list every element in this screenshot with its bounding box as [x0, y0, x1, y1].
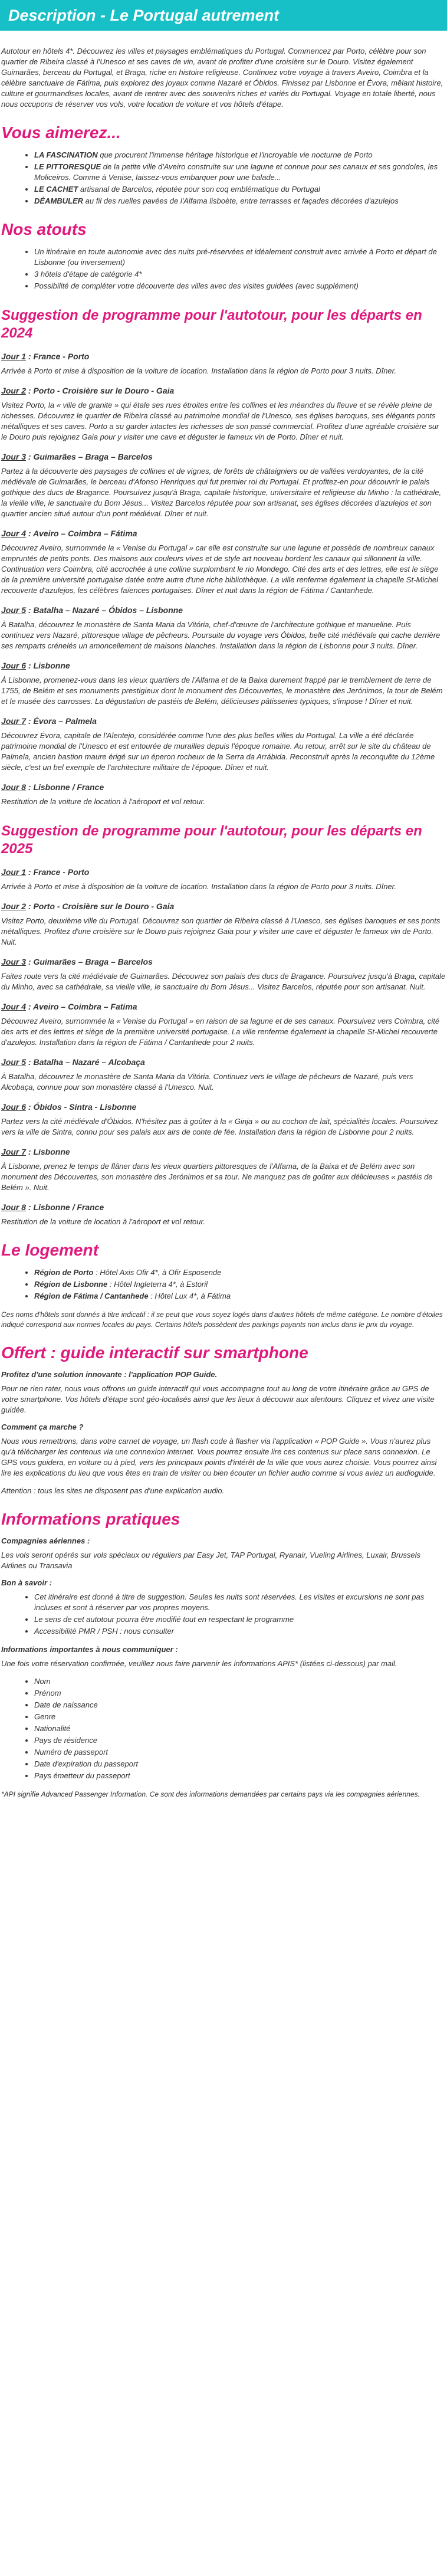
aimerez-item-bold: LE CACHET	[34, 185, 78, 194]
day-description: Visitez Porto, deuxième ville du Portugal. Découvrez son quartier de Ribeira classé à l'Unesco, ses églises baroques et ses ponts métalliques. Profitez d'une croisière sur le Douro puis rejoignez Gaia pour y visiter une cave et déguster le fameux vin de Porto. Nuit.	[1, 916, 441, 946]
day-route: : Guimarães – Braga – Barcelos	[26, 957, 153, 966]
aimerez-item	[34, 162, 446, 183]
day-title	[1, 1147, 446, 1156]
savoir-item: • Accessibilité PMR / PSH : nous consulter	[34, 1626, 446, 1637]
day-number: Jour 4	[1, 1002, 27, 1011]
atouts-item: • Possibilité de compléter votre découverte des villes avec des visites guidées (avec supplément)	[34, 281, 446, 291]
day-description: Découvrez Aveiro, surnommée la « Venise du Portugal » car elle est construite sur une lagune et possède de nombreux canaux empruntés de petits ponts. Des maisons aux couleurs vives et de style art nouveau bordent les canaux qui sillonnent la ville. Continuation vers Coimbra, cité accrochée à une colline surplombant le rio Mondego. Cité des arts et des lettres, elle est le siège de la première université portugaise datée entre autre d'une riche bibliothèque. La ville renferme également la chapelle St-Michel recouverte d'azulejos, les célèbres faïences portugaises. Dîner et nuit dans la région de Fátima / Cantanhede.	[1, 543, 439, 595]
day-description: Découvrez Aveiro, surnommée la « Venise du Portugal » en raison de sa lagune et de ses canaux. Poursuivez vers Coimbra, cité des arts et des lettres et siège de la première université portugaise. La ville renferme également la chapelle St-Michel recouverte d'azulejos. Installation dans la région de Fátima / Cantanhede pour 2 nuits.	[1, 1017, 440, 1047]
savoir-item: • Le sens de cet autotour pourra être modifié tout en respectant le programme	[34, 1614, 446, 1625]
apis-item: • Numéro de passeport	[34, 1747, 446, 1758]
atouts-item: • 3 hôtels d'étape de catégorie 4*	[34, 269, 446, 280]
logement-list	[1, 1267, 446, 1302]
day-title	[1, 957, 446, 966]
day-description: Partez à la découverte des paysages de collines et de vignes, de forêts de châtaigniers ou de vallées verdoyantes, de la cité médiévale de Guimarães, le berceau d'Afonso Henriques qui fut premier roi du Portugal. Et profitez-en pour découvrir le palais gothique des ducs de Bragance. Poursuivez jusqu'à Braga, capitale historique, universitaire et religieuse du Minho : la cathédrale, la vieille ville, le sanctuaire du Bom Jésus... Visitez Barcelos réputée pour son artisanat, ses églises décorées d'azulejos et son quartier ancien situé autour d'un pont médiéval. Dîner et nuit.	[1, 467, 442, 518]
day-description: Découvrez Évora, capitale de l'Alentejo, considérée comme l'une des plus belles villes du Portugal. La ville a été déclarée patrimoine mondial de l'Unesco et est entourée de murailles depuis l'époque romaine. Au retour, arrêt sur le site du château de Palmela, ancien bastion maure érigé sur un éperon rocheux de la Serra da Arrábida. Reconstruit après la reconquête du 12ème siècle, c'est un bel exemple de l'architecture militaire de l'époque. Dîner et nuit.	[1, 731, 435, 772]
day-title	[1, 1102, 446, 1112]
app-question: Comment ça marche ?	[1, 1423, 84, 1431]
aimerez-item	[34, 184, 446, 195]
apis-item: • Genre	[34, 1712, 446, 1722]
day-route: : Aveiro – Coimbra – Fatima	[26, 1002, 137, 1011]
day-description: Visitez Porto, la « ville de granite » qui étale ses rues étroites entre les collines et les méandres du fleuve et se révèle pleine de richesses. Découvrez le quartier de Ribeira classé au patrimoine mondial de l'Unesco, ses églises baroques, ses élégants ponts métalliques et ses caves. Porto a su garder intactes les richesses de son passé commercial. Profitez d'une agréable croisière sur le Douro puis rejoignez Gaia pour y visiter une cave et déguster le fameux vin de Porto. Dîner et nuit.	[1, 401, 439, 441]
aimerez-item-text: de la petite ville d'Aveiro construite sur une lagune et connue pour ses canaux et ses gondoles, les Moliceiros. Comme à Venise, laissez-vous embarquer pour une balade...	[34, 162, 438, 182]
aimerez-item	[34, 150, 446, 160]
day-route: : France - Porto	[26, 352, 90, 361]
day-title	[1, 1057, 446, 1067]
hotel-region: Région de Porto	[34, 1268, 94, 1277]
day-number: Jour 5	[1, 1057, 27, 1067]
day-number: Jour 8	[1, 1202, 27, 1212]
day-number: Jour 8	[1, 782, 27, 792]
aimerez-list	[1, 150, 446, 207]
app-heading: Offert : guide interactif sur smartphone	[1, 1343, 308, 1362]
day-description: À Batalha, découvrez le monastère de Santa Maria da Vitória, chef-d'œuvre de l'architecture gothique et manueline. Puis continuez vers Nazaré, pittoresque village de pêcheurs. Poursuite du voyage vers Óbidos, belle cité médiévale qui cache derrière ses remparts crénelés un amoncellement de maisons blanches. Installation dans la région de Lisbonne pour 3 nuits. Dîner.	[1, 620, 441, 650]
communiquer-text: Une fois votre réservation confirmée, veuillez nous faire parvenir les informations APIS* (listées ci-dessous) par mail.	[1, 1659, 397, 1668]
infos-heading: Informations pratiques	[1, 1510, 180, 1528]
app-subtitle: Profitez d'une solution innovante : l'application POP Guide.	[1, 1370, 218, 1379]
hotel-item	[34, 1291, 446, 1302]
day-title	[1, 605, 446, 615]
intro-paragraph: Autotour en hôtels 4*. Découvrez les villes et paysages emblématiques du Portugal. Commencez par Porto, célèbre pour son quartier de Ribeira classé à l'Unesco et ses caves de vin, avant de profiter d'une croisière sur le Douro. Visitez également Guimarães, berceau du Portugal, et Braga, riche en histoire religieuse. Continuez votre voyage à travers Aveiro, Coimbra et la célèbre sanctuaire de Fátima, puis explorez des joyaux comme Nazaré et Óbidos. Finissez par Lisbonne et Évora, mêlant histoire, culture et gourmandises locales, avant de rentrer avec des souvenirs riches et variés du Portugal. Voyage en totale liberté, nous nous occupons de réserver vos vols, votre location de voiture et vos hôtels d'étape.	[1, 47, 443, 109]
apis-item: • Pays émetteur du passeport	[34, 1771, 446, 1781]
day-number: Jour 1	[1, 867, 27, 877]
day-title	[1, 782, 446, 792]
day-route: : Óbidos - Sintra - Lisbonne	[26, 1102, 137, 1112]
program-2025-heading: Suggestion de programme pour l'autotour, pour les départs en 2025	[1, 823, 422, 857]
day-title	[1, 867, 446, 877]
day-number: Jour 7	[1, 1147, 27, 1156]
program-2024-heading: Suggestion de programme pour l'autotour, pour les départs en 2024	[1, 307, 422, 341]
day-description: À Lisbonne, promenez-vous dans les vieux quartiers de l'Alfama et de la Baixa durement frappé par le tremblement de terre de 1755, de Belém et ses monuments prestigieux dont le monument des Découvertes, le monastère des Jerónimos, la tour de Belém et le musée des carrosses. La dégustation de pastéis de Belém, délicieuses pâtisseries typiques, s'impose ! Dîner et nuit.	[1, 676, 443, 706]
logement-heading: Le logement	[1, 1241, 98, 1259]
communiquer-label: Informations importantes à nous communiquer :	[1, 1645, 178, 1654]
hotel-name: : Hôtel Ingleterra 4*, à Estoril	[107, 1280, 208, 1289]
day-number: Jour 3	[1, 452, 27, 461]
day-description: Restitution de la voiture de location à l'aéroport et vol retour.	[1, 1217, 205, 1226]
day-route: : Lisbonne / France	[26, 1202, 104, 1212]
day-title	[1, 661, 446, 670]
hotel-item	[34, 1267, 446, 1278]
day-title	[1, 1202, 446, 1212]
hotel-item	[34, 1279, 446, 1290]
main-content	[0, 46, 447, 1800]
apis-item: • Nationalité	[34, 1723, 446, 1734]
apis-footnote: *API signifie Advanced Passenger Information. Ce sont des informations demandées par certains pays via les compagnies aériennes.	[1, 1790, 420, 1798]
aimerez-item-bold: LA FASCINATION	[34, 150, 98, 159]
page-title: Description - Le Portugal autrement	[0, 0, 447, 31]
app-paragraph: Nous vous remettrons, dans votre carnet de voyage, un flash code à flasher via l'application « POP Guide ». Vous n'aurez plus qu'à télécharger les contenus via une connexion internet. Vous pourrez ensuite lire ces contenus sur place sans connexion. Le GPS vous guidera, en voiture ou à pied, vers les principaux points d'intérêt de la ville que vous aurez choisie. Vous pourrez ainsi lire les explications du lieu que vous êtes en train de visiter ou bien écouter un fichier audio comme si vous aviez un audioguide.	[1, 1437, 437, 1477]
day-number: Jour 6	[1, 1102, 27, 1112]
atouts-item: • Un itinéraire en toute autonomie avec des nuits pré-réservées et idéalement construit avec arrivée à Porto et départ de Lisbonne (ou inversement)	[34, 247, 446, 268]
day-description: Faites route vers la cité médiévale de Guimarães. Découvrez son palais des ducs de Bragance. Poursuivez jusqu'à Braga, capitale du Minho, avec sa cathédrale, sa vieille ville, le sanctuaire du Bom Jésus... Visitez Barcelos, réputée pour son artisanat. Nuit.	[1, 972, 446, 991]
hotel-name: : Hôtel Axis Ofir 4*, à Ofir Esposende	[93, 1268, 222, 1277]
day-title	[1, 352, 446, 361]
apis-item: • Nom	[34, 1676, 446, 1687]
savoir-item: • Cet itinéraire est donné à titre de suggestion. Seules les nuits sont réservées. Les visites et excursions ne sont pas incluses et sont à réserver par vos propres moyens.	[34, 1592, 446, 1613]
aimerez-heading: Vous aimerez...	[1, 123, 121, 142]
day-route: : Guimarães – Braga – Barcelos	[26, 452, 153, 461]
hotel-note: Ces noms d'hôtels sont donnés à titre indicatif : il se peut que vous soyez logés dans d'autres hôtels de même catégorie. Le nombre d'étoiles indiqué correspond aux normes locales du pays. Certains hôtels possèdent des parkings payants non inclus dans le prix du voyage.	[1, 1310, 443, 1329]
day-title	[1, 1002, 446, 1011]
app-attention: Attention : tous les sites ne disposent pas d'une explication audio.	[1, 1486, 225, 1495]
day-number: Jour 2	[1, 902, 27, 911]
day-route: : Porto - Croisière sur le Douro - Gaia	[26, 386, 175, 395]
day-route: : Batalha – Nazaré – Alcobaça	[26, 1057, 145, 1067]
aimerez-item-bold: DÉAMBULER	[34, 196, 84, 205]
day-route: : Porto - Croisière sur le Douro - Gaia	[26, 902, 175, 911]
day-route: : Aveiro – Coimbra – Fátima	[26, 529, 137, 538]
day-route: : Batalha – Nazaré – Óbidos – Lisbonne	[26, 605, 183, 615]
hotel-name: : Hôtel Lux 4*, à Fátima	[148, 1292, 231, 1300]
day-route: : Lisbonne / France	[26, 782, 104, 792]
day-number: Jour 3	[1, 957, 27, 966]
day-description: À Batalha, découvrez le monastère de Santa Maria da Vitória. Continuez vers le village de pêcheurs de Nazaré, puis vers Alcobaça, connue pour son monastère classé à l'Unesco. Nuit.	[1, 1072, 413, 1092]
day-title	[1, 716, 446, 726]
apis-item: • Prénom	[34, 1688, 446, 1699]
day-description: Restitution de la voiture de location à l'aéroport et vol retour.	[1, 797, 205, 806]
apis-item: • Date d'expiration du passeport	[34, 1759, 446, 1769]
apis-list	[1, 1676, 446, 1781]
aimerez-item	[34, 196, 446, 207]
day-route: : Lisbonne	[26, 1147, 70, 1156]
day-description: Arrivée à Porto et mise à disposition de la voiture de location. Installation dans la région de Porto pour 3 nuits. Dîner.	[1, 882, 397, 891]
aimerez-item-bold: LE PITTORESQUE	[34, 162, 101, 171]
day-title	[1, 452, 446, 461]
hotel-region: Région de Fátima / Cantanhede	[34, 1292, 149, 1300]
day-title	[1, 529, 446, 538]
day-number: Jour 5	[1, 605, 27, 615]
day-number: Jour 1	[1, 352, 27, 361]
savoir-label: Bon à savoir :	[1, 1578, 52, 1587]
aimerez-item-text: au fil des ruelles pavées de l'Alfama lisboète, entre terrasses et façades décorées d'azulejos	[83, 196, 399, 205]
day-number: Jour 6	[1, 661, 27, 670]
app-paragraph: Pour ne rien rater, nous vous offrons un guide interactif qui vous accompagne tout au long de votre itinéraire grâce au GPS de votre smartphone. Vos hôtels d'étape sont géo-localisés ainsi que les lieux à découvrir aux alentours. Cliquez et vivez une visite guidée.	[1, 1384, 435, 1414]
aimerez-item-text: artisanal de Barcelos, réputée pour son coq emblématique du Portugal	[78, 185, 320, 194]
day-title	[1, 386, 446, 395]
day-title	[1, 902, 446, 911]
day-route: : Évora – Palmela	[26, 716, 97, 726]
day-description: À Lisbonne, prenez le temps de flâner dans les vieux quartiers pittoresques de l'Alfama, de la Baixa et de Belém avec son monument des Découvertes, son monastère des Jerónimos et sa tour. Ne manquez pas de goûter aux délicieuses « pastéis de Belém ». Nuit.	[1, 1162, 433, 1192]
apis-item: • Pays de résidence	[34, 1735, 446, 1746]
day-description: Arrivée à Porto et mise à disposition de la voiture de location. Installation dans la région de Porto pour 3 nuits. Dîner.	[1, 366, 397, 375]
day-route: : France - Porto	[26, 867, 90, 877]
companies-label: Compagnies aériennes :	[1, 1536, 90, 1545]
atouts-list	[1, 247, 446, 291]
day-number: Jour 2	[1, 386, 27, 395]
day-number: Jour 4	[1, 529, 27, 538]
atouts-heading: Nos atouts	[1, 220, 87, 238]
companies-text: Les vols seront opérés sur vols spéciaux ou réguliers par Easy Jet, TAP Portugal, Ryanair, Vueling Airlines, Luxair, Brussels Airlines ou Transavia	[1, 1551, 421, 1570]
day-description: Partez vers la cité médiévale d'Óbidos. N'hésitez pas à goûter à la « Ginja » ou au cochon de lait, spécialités locales. Poursuivez vers la ville de Sintra, connu pour ses palais aux airs de conte de fée. Installation dans la région de Lisbonne pour 2 nuits.	[1, 1117, 438, 1136]
savoir-list	[1, 1592, 446, 1637]
day-route: : Lisbonne	[26, 661, 70, 670]
hotel-region: Région de Lisbonne	[34, 1280, 108, 1289]
day-number: Jour 7	[1, 716, 27, 726]
apis-item: • Date de naissance	[34, 1700, 446, 1710]
aimerez-item-text: que procurent l'immense héritage historique et l'incroyable vie nocturne de Porto	[97, 150, 373, 159]
